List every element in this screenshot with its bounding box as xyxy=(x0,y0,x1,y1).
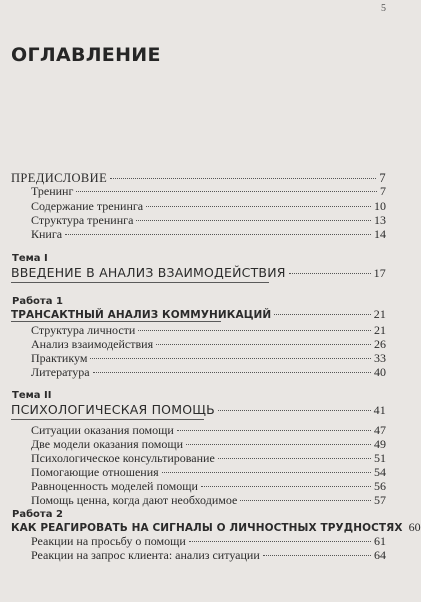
heading-underline xyxy=(11,282,269,283)
dot-leader xyxy=(289,273,371,274)
toc-entry[interactable] xyxy=(31,451,386,466)
toc-entry-theme-2[interactable] xyxy=(11,402,386,418)
toc-entry[interactable] xyxy=(31,351,386,366)
dot-leader xyxy=(189,541,371,542)
dot-leader xyxy=(240,500,371,501)
toc-entry[interactable] xyxy=(31,227,386,242)
entry-label: Две модели оказания помощи xyxy=(31,437,184,451)
dot-leader xyxy=(162,472,371,473)
toc-entry[interactable] xyxy=(31,199,386,214)
entry-label: Психологическое консультирование xyxy=(31,451,215,465)
dot-leader xyxy=(201,486,371,487)
work-label: Работа 1 xyxy=(12,296,63,307)
entry-heading: КАК РЕАГИРОВАТЬ НА СИГНАЛЫ О ЛИЧНОСТНЫХ ТРУДНОСТЯХ xyxy=(11,522,403,534)
theme-label: Тема II xyxy=(12,390,52,401)
entry-page: 60 xyxy=(408,520,421,534)
entry-page: 14 xyxy=(374,227,386,241)
dot-leader xyxy=(156,344,371,345)
entry-label: Реакции на запрос клиента: анализ ситуации xyxy=(31,548,260,562)
toc-entry-work-2[interactable] xyxy=(11,520,421,535)
dot-leader xyxy=(177,430,371,431)
entry-page: 10 xyxy=(374,199,386,213)
toc-entry[interactable] xyxy=(31,548,386,563)
toc-entry[interactable] xyxy=(31,423,386,438)
entry-label: Структура тренинга xyxy=(31,213,134,227)
dot-leader xyxy=(263,555,371,556)
dot-leader xyxy=(186,444,371,445)
toc-entry[interactable] xyxy=(31,337,386,352)
dot-leader xyxy=(110,178,376,179)
toc-entry[interactable] xyxy=(31,365,386,380)
entry-page: 21 xyxy=(373,307,386,321)
entry-page: 26 xyxy=(374,337,386,351)
heading-underline xyxy=(11,419,204,420)
theme-label: Тема I xyxy=(12,253,48,264)
entry-label: Равноценность моделей помощи xyxy=(31,479,198,493)
entry-page: 47 xyxy=(374,423,386,437)
dot-leader xyxy=(218,458,371,459)
toc-entry[interactable] xyxy=(31,184,386,199)
toc-entry-theme-1[interactable] xyxy=(11,265,386,281)
dot-leader xyxy=(90,358,371,359)
dot-leader xyxy=(146,206,371,207)
page-title: ОГЛАВЛЕНИЕ xyxy=(11,44,161,66)
entry-page: 17 xyxy=(373,266,386,280)
entry-page: 64 xyxy=(374,548,386,562)
entry-label: Помощь ценна, когда дают необходимое xyxy=(31,493,238,507)
heading-underline xyxy=(11,321,221,322)
entry-label: Структура личности xyxy=(31,323,136,337)
dot-leader xyxy=(76,191,377,192)
toc-entry[interactable] xyxy=(31,465,386,480)
entry-label: Ситуации оказания помощи xyxy=(31,423,174,437)
entry-heading: ПСИХОЛОГИЧЕСКАЯ ПОМОЩЬ xyxy=(11,402,215,417)
entry-label: Практикум xyxy=(31,351,88,365)
entry-label: Литература xyxy=(31,365,90,379)
dot-leader xyxy=(138,330,371,331)
entry-label: Реакции на просьбу о помощи xyxy=(31,534,186,548)
toc-entry[interactable] xyxy=(31,437,386,452)
entry-page: 51 xyxy=(374,451,386,465)
work-label: Работа 2 xyxy=(12,509,63,520)
entry-page: 41 xyxy=(373,403,386,417)
entry-label: Помогающие отношения xyxy=(31,465,159,479)
toc-entry[interactable] xyxy=(31,213,386,228)
entry-page: 56 xyxy=(374,479,386,493)
entry-label: Тренинг xyxy=(31,184,74,198)
dot-leader xyxy=(136,220,371,221)
entry-heading: ВВЕДЕНИЕ В АНАЛИЗ ВЗАИМОДЕЙСТВИЯ xyxy=(11,265,286,280)
entry-label: ПРЕДИСЛОВИЕ xyxy=(11,171,108,185)
toc-entry[interactable] xyxy=(31,493,386,508)
entry-page: 33 xyxy=(374,351,386,365)
dot-leader xyxy=(218,410,371,411)
page-number: 5 xyxy=(381,3,386,14)
dot-leader xyxy=(274,314,370,315)
entry-page: 7 xyxy=(380,184,386,198)
toc-entry[interactable] xyxy=(31,534,386,549)
entry-page: 7 xyxy=(379,171,386,185)
toc-entry[interactable] xyxy=(31,323,386,338)
toc-entry[interactable] xyxy=(31,479,386,494)
entry-page: 61 xyxy=(374,534,386,548)
entry-label: Книга xyxy=(31,227,63,241)
entry-page: 49 xyxy=(374,437,386,451)
entry-page: 54 xyxy=(374,465,386,479)
entry-heading: ТРАНСАКТНЫЙ АНАЛИЗ КОММУНИКАЦИЙ xyxy=(11,309,272,321)
entry-page: 13 xyxy=(374,213,386,227)
entry-page: 40 xyxy=(374,365,386,379)
entry-label: Анализ взаимодействия xyxy=(31,337,154,351)
dot-leader xyxy=(65,234,371,235)
toc-entry-work-1[interactable] xyxy=(11,307,386,322)
dot-leader xyxy=(93,372,371,373)
entry-page: 57 xyxy=(374,493,386,507)
entry-label: Содержание тренинга xyxy=(31,199,144,213)
entry-page: 21 xyxy=(374,323,386,337)
